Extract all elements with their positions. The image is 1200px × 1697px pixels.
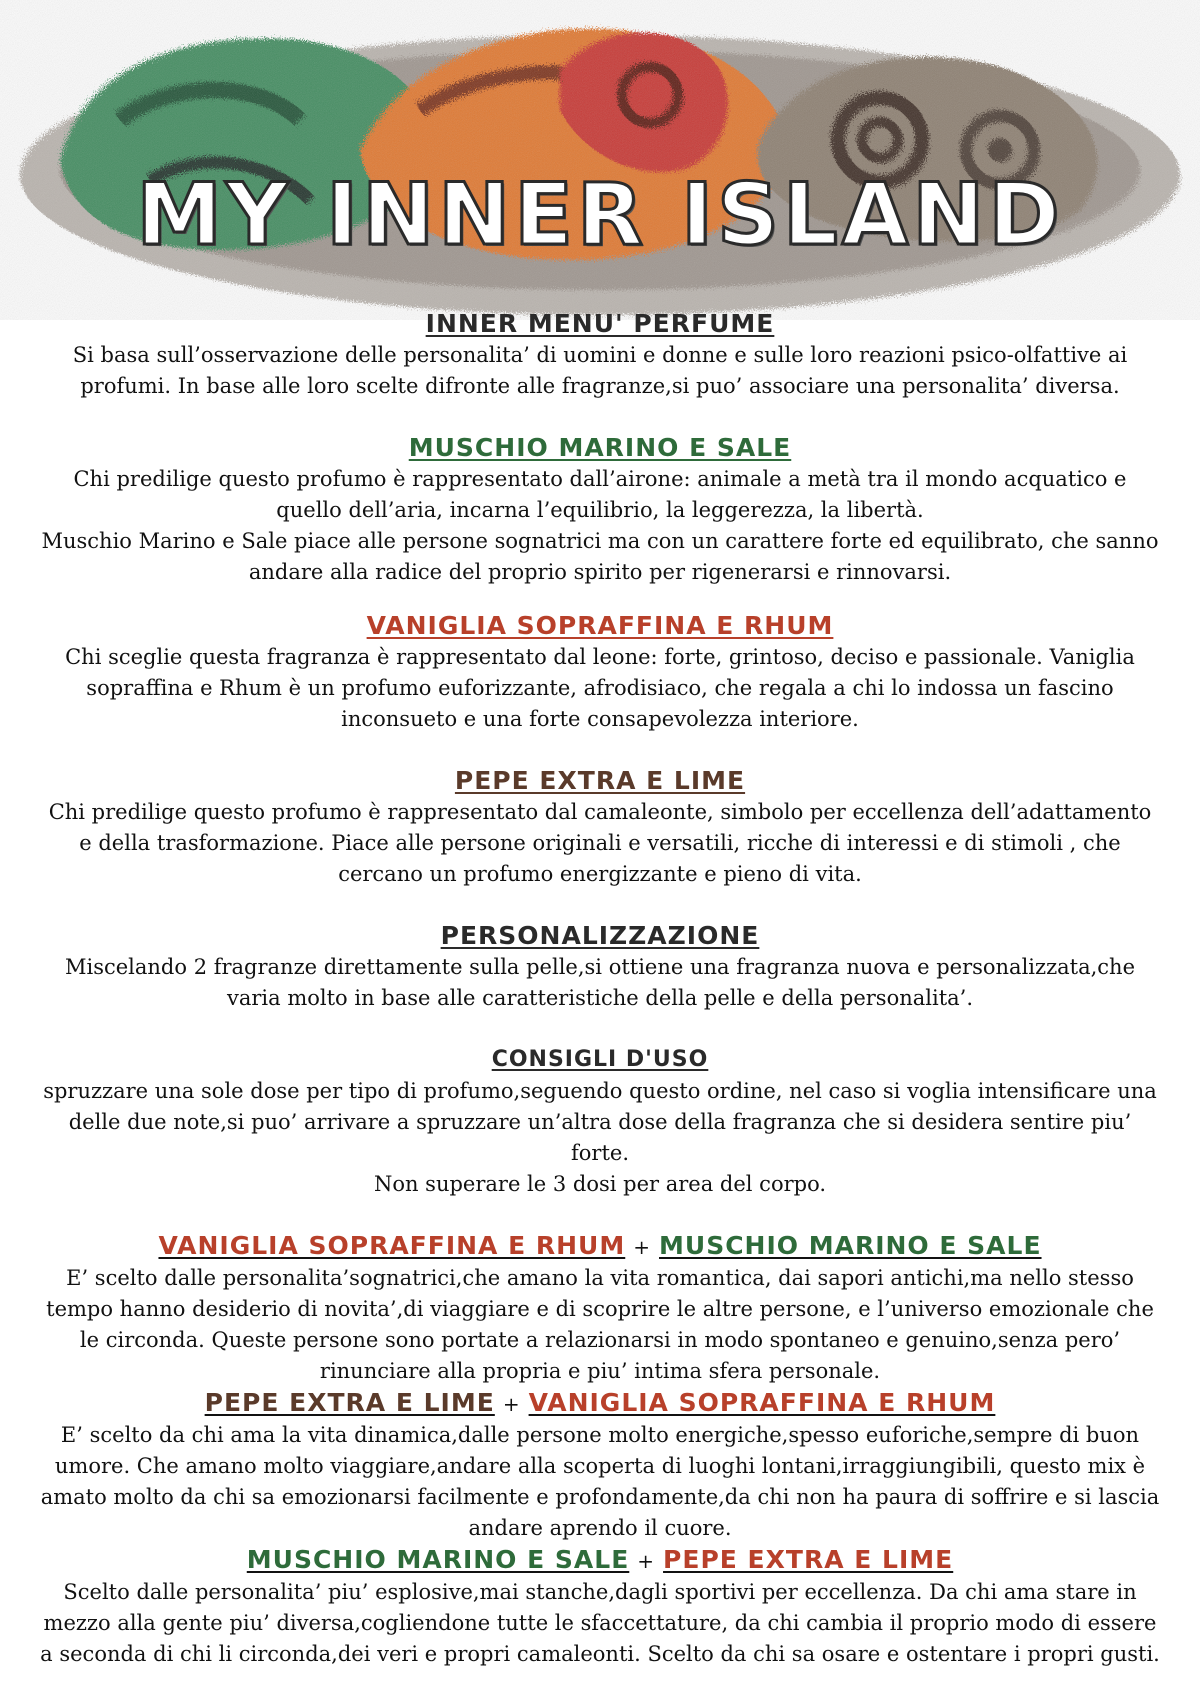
section-text: Miscelando 2 fragranze direttamente sulla pelle,si ottiene una fragranza nuova e personalizzata,che varia molto in base alle caratteristiche della pelle e della personalita’. bbox=[64, 955, 1135, 1010]
section-combo-muschio-pepe bbox=[40, 1544, 1160, 1670]
plus-sign: + bbox=[502, 1392, 521, 1416]
banner-title: MY INNER ISLAND bbox=[136, 165, 1064, 265]
combo-title bbox=[40, 1230, 1160, 1263]
combo-left-name: MUSCHIO MARINO E SALE bbox=[246, 1545, 630, 1574]
section-text: Chi sceglie questa fragranza è rappresentato dal leone: forte, grintoso, deciso e passionale. Vaniglia sopraffina e Rhum è un profumo euforizzante, afrodisiaco, che regala a chi lo indossa un fascino inconsueto e una forte consapevolezza interiore. bbox=[65, 645, 1135, 731]
section-text: E’ scelto dalle personalita’sognatrici,che amano la vita romantica, dai sapori antichi,ma nello stesso tempo hanno desiderio di novita’,di viaggiare e di scoprire le altre persone, e l’universo emozionale che le circonda. Queste persone sono portate a relazionarsi in modo spontaneo e genuino,senza pero’ rinunciare alla propria e piu’ intima sfera personale. bbox=[46, 1266, 1154, 1383]
section-text: Non superare le 3 dosi per area del corpo. bbox=[373, 1172, 827, 1196]
section-personalizzazione bbox=[40, 920, 1160, 1014]
plus-sign: + bbox=[633, 1235, 652, 1259]
plus-sign: + bbox=[637, 1549, 656, 1573]
document-body bbox=[40, 308, 1160, 1670]
section-text: Si basa sull’osservazione delle personalita’ di uomini e donne e sulle loro reazioni psico-olfattive ai profumi. In base alle loro scelte difronte alle fragranze,si puo’ associare una personalita’ diversa. bbox=[72, 343, 1128, 398]
combo-left-name: PEPE EXTRA E LIME bbox=[204, 1388, 495, 1417]
section-text: Scelto dalle personalita’ piu’ esplosive,mai stanche,dagli sportivi per eccellenza. Da chi ama stare in mezzo alla gente piu’ diversa,cogliendone tutte le sfaccettature, da chi cambia il proprio modo di essere a seconda di chi li circonda,dei veri e propri camaleonti. Scelto da chi sa osare e ostentare i propri gusti. bbox=[40, 1580, 1160, 1666]
section-text: Muschio Marino e Sale piace alle persone sognatrici ma con un carattere forte ed equilibrato, che sanno andare alla radice del proprio spirito per rigenerarsi e rinnovarsi. bbox=[41, 529, 1159, 584]
section-title: VANIGLIA SOPRAFFINA E RHUM bbox=[366, 611, 834, 640]
section-text: E’ scelto da chi ama la vita dinamica,dalle persone molto energiche,spesso euforiche,sempre di buon umore. Che amano molto viaggiare,andare alla scoperta di luoghi lontani,irraggiungibili, questo mix è amato molto da chi sa emozionarsi facilmente e profondamente,da chi non ha paura di soffrire e si lascia andare aprendo il cuore. bbox=[40, 1423, 1160, 1540]
section-pepe bbox=[40, 765, 1160, 890]
section-title: MUSCHIO MARINO E SALE bbox=[408, 433, 792, 462]
combo-right-name: VANIGLIA SOPRAFFINA E RHUM bbox=[528, 1388, 996, 1417]
combo-right-name: MUSCHIO MARINO E SALE bbox=[659, 1231, 1042, 1260]
section-combo-pepe-vaniglia bbox=[40, 1387, 1160, 1544]
section-combo-vaniglia-muschio bbox=[40, 1230, 1160, 1387]
combo-title bbox=[40, 1544, 1160, 1577]
section-title: INNER MENU' PERFUME bbox=[425, 309, 775, 338]
section-text: Chi predilige questo profumo è rappresentato dall’airone: animale a metà tra il mondo acquatico e quello dell’aria, incarna l’equilibrio, la leggerezza, la libertà. bbox=[73, 467, 1127, 522]
section-title: CONSIGLI D'USO bbox=[491, 1047, 709, 1072]
section-title: PEPE EXTRA E LIME bbox=[454, 766, 746, 795]
section-consigli bbox=[40, 1044, 1160, 1200]
section-intro bbox=[40, 308, 1160, 402]
section-muschio bbox=[40, 432, 1160, 588]
combo-right-name: PEPE EXTRA E LIME bbox=[663, 1545, 954, 1574]
section-text: Chi predilige questo profumo è rappresentato dal camaleonte, simbolo per eccellenza dell’adattamento e della trasformazione. Piace alle persone originali e versatili, ricche di interessi e di stimoli , che cercano un profumo energizzante e pieno di vita. bbox=[48, 800, 1152, 886]
section-text: spruzzare una sole dose per tipo di profumo,seguendo questo ordine, nel caso si voglia intensificare una delle due note,si puo’ arrivare a spruzzare un’altra dose della fragranza che si desidera sentire piu’ forte. bbox=[43, 1079, 1157, 1165]
combo-title bbox=[40, 1387, 1160, 1420]
banner-artwork bbox=[0, 0, 1200, 320]
section-vaniglia bbox=[40, 610, 1160, 735]
section-title: PERSONALIZZAZIONE bbox=[440, 921, 760, 950]
header-banner bbox=[0, 0, 1200, 320]
combo-left-name: VANIGLIA SOPRAFFINA E RHUM bbox=[158, 1231, 626, 1260]
